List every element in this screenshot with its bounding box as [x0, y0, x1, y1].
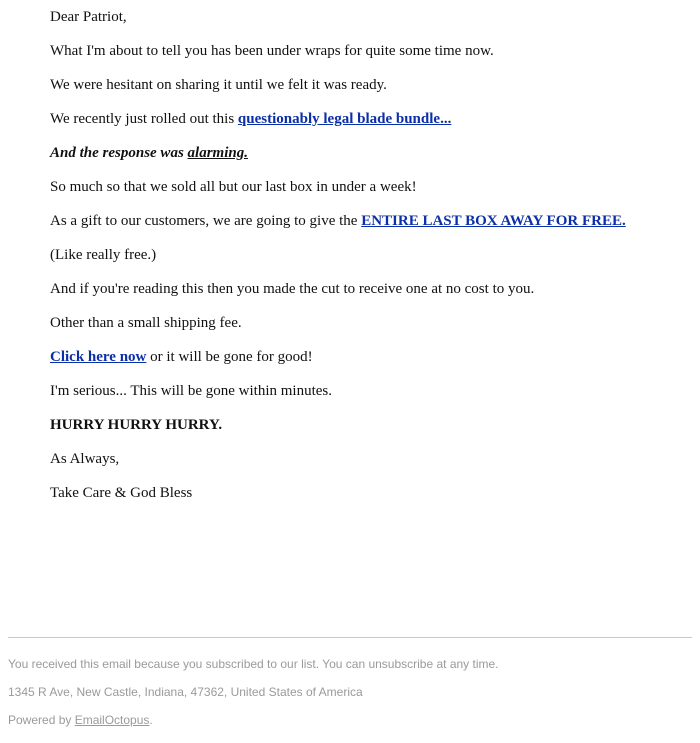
paragraph-sold-out: So much so that we sold all but our last box in under a week!: [50, 179, 417, 195]
greeting: Dear Patriot,: [50, 9, 127, 25]
click-here-link[interactable]: Click here now: [50, 349, 147, 365]
paragraph-hesitant: We were hesitant on sharing it until we felt it was ready.: [50, 77, 387, 93]
signoff: Take Care & God Bless: [50, 485, 193, 501]
paragraph-click-here: [50, 348, 650, 366]
powered-by-suffix: .: [149, 713, 153, 727]
paragraph-gift: [50, 212, 650, 230]
footer-divider: [8, 637, 692, 638]
paragraph-made-cut: And if you're reading this then you made the cut to receive one at no cost to you.: [50, 281, 535, 297]
gift-text: As a gift to our customers, we are going to give the: [50, 213, 362, 229]
paragraph-as-always: As Always,: [50, 451, 120, 467]
free-box-link[interactable]: ENTIRE LAST BOX AWAY FOR FREE.: [361, 213, 626, 229]
paragraph-rolled-out: [50, 110, 650, 128]
response-text: And the response was: [50, 145, 188, 161]
company-address: 1345 R Ave, New Castle, Indiana, 47362, United States of America: [8, 685, 363, 699]
paragraph-under-wraps: What I'm about to tell you has been under wraps for quite some time now.: [50, 43, 494, 59]
paragraph-shipping-fee: Other than a small shipping fee.: [50, 315, 242, 331]
paragraph-serious: I'm serious... This will be gone within minutes.: [50, 383, 332, 399]
paragraph-hurry: HURRY HURRY HURRY.: [50, 417, 223, 433]
alarming-emphasis: alarming.: [187, 145, 248, 161]
email-body: [50, 0, 650, 518]
subscribe-note: You received this email because you subscribed to our list. You can unsubscribe at any time.: [8, 657, 499, 671]
blade-bundle-link[interactable]: questionably legal blade bundle...: [237, 111, 452, 127]
paragraph-really-free: (Like really free.): [50, 247, 157, 263]
click-here-text: or it will be gone for good!: [146, 349, 313, 365]
powered-by-prefix: Powered by: [8, 713, 75, 727]
paragraph-response: [50, 144, 650, 162]
email-footer: [8, 657, 692, 741]
powered-by: [8, 713, 692, 727]
emailoctopus-link[interactable]: EmailOctopus: [74, 713, 150, 727]
rolled-out-text: We recently just rolled out this: [50, 111, 238, 127]
